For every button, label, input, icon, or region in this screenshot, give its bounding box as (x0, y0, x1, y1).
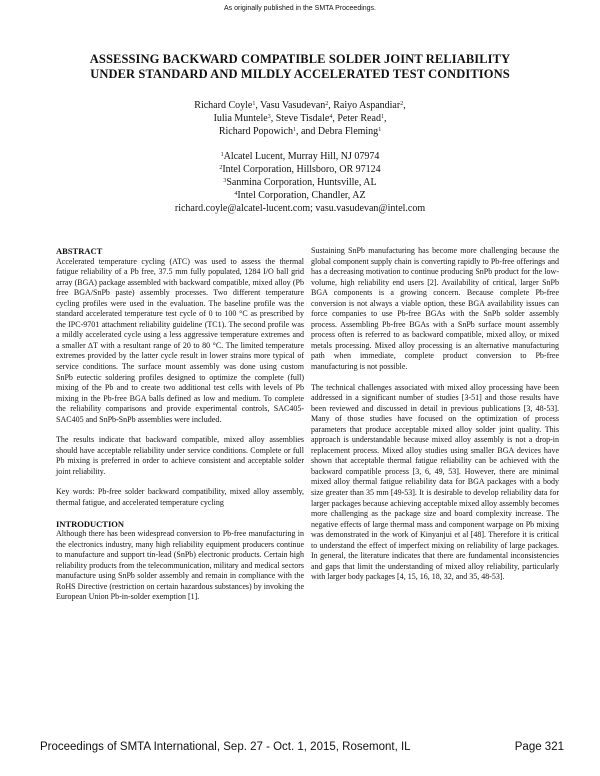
page-number: Page 321 (514, 741, 564, 753)
abstract-heading: ABSTRACT (56, 246, 103, 256)
proceedings-citation: Proceedings of SMTA International, Sep. 27 - Oct. 1, 2015, Rosemont, IL (40, 741, 411, 753)
affiliation (60, 176, 540, 189)
author: Richard Popowich (218, 126, 293, 137)
contact-emails: richard.coyle@alcatel-lucent.com; vasu.vasudevan@intel.com (174, 203, 426, 214)
introduction-paragraph-1: Although there has been widespread conversion to Pb-free manufacturing in the electronics industry, many high reliability equipment producers continue to manufacture and support tin-lead (SnPb) electronic products. Certain high reliability products from the telecommunication, military and medical sectors manufacture using SnPb solder assembly and remain in compliance with the RoHS Directive (restriction on certain hazardous substances) by invoking the European Union Pb-in-solder exemption [1]. (56, 529, 304, 602)
introduction-heading: INTRODUCTION (56, 518, 125, 529)
author: Vasu Vasudevan (260, 100, 326, 111)
author-affiliation-index: 2 (400, 101, 404, 107)
author-affiliation-index: 1 (292, 127, 296, 133)
affiliation-list (60, 150, 540, 215)
publication-note: As originally published in the SMTA Proceedings. (223, 5, 376, 12)
author-affiliation-index: 1 (378, 127, 382, 133)
affiliation-text: Alcatel Lucent, Murray Hill, NJ 07974 (223, 151, 380, 162)
author-line-1: Richard Coyle$^1$, Vasu Vasudevan$^2$, Raiyo Aspandiar$^2$, (194, 100, 406, 111)
body-paragraph-2: The technical challenges associated with mixed alloy processing have been addressed in a significant number of studies [3-51] and those results have been reviewed and discussed in detail in previous publications [3, 48-53]. Many of those studies have focused on the optimization of process parameters that produce acceptable mixed alloy solder joint quality. This approach is understandable because mixed alloy assembly is not a drop-in replacement process. Mixed alloy studies using smaller BGA devices have shown that acceptable thermal fatigue reliability can be achieved with the backward compatible process [3, 6, 49, 53]. However, there are minimal mixed alloy thermal fatigue reliability data for BGA packages with a body size greater than 35 mm [49-53]. It is desirable to develop reliability data for larger packages because achieving acceptable mixed alloy assembly becomes more challenging as the package size and board complexity increase. The negative effects of large thermal mass and component warpage on Pb mixing was demonstrated in the work of Kinyanjui et al [48]. Therefore it is critical to understand the effect of imperfect mixing on reliability of large packages. In general, the literature indicates that there are fundamental inconsistencies and gaps that limit the understanding of mixed alloy reliability, particularly with larger body packages [4, 15, 16, 18, 32, and 35, 48-53]. (311, 382, 559, 582)
title-line-2: UNDER STANDARD AND MILDLY ACCELERATED TEST CONDITIONS (90, 67, 510, 81)
affiliation-text: Intel Corporation, Chandler, AZ (237, 190, 366, 201)
abstract-paragraph-2: The results indicate that backward compatible, mixed alloy assemblies should have acceptable reliability under service conditions. Complete or full Pb mixing is preferred in order to achieve consistent and acceptable solder joint reliability. (56, 435, 304, 476)
affiliation (60, 150, 540, 163)
abstract-paragraph-1: Accelerated temperature cycling (ATC) was used to assess the thermal fatigue reliability of a Pb free, 37.5 mm fully populated, 1284 I/O ball grid array (BGA) package assembled with backward compatible, mixed alloy (Pb free BGA/SnPb paste) assembly processes. Two different temperature cycling profiles were used in the evaluation. The baseline profile was the standard accelerated temperature test cycle of 0 to 100 °C as prescribed by the IPC-9701 attachment reliability guideline (TC1). The second profile was a mildly accelerated cycle using a less aggressive temperature extremes and a smaller ∆T with a resultant range of 20 to 80 °C. The limited temperature extremes provided by the latter cycle result in lower strains more typical of service conditions. The surface mount assembly was done using custom SnPb eutectic soldering profiles designed to optimize the complete (full) mixing of the Pb and to create two additional test cells with levels of Pb mixing in the Pb-free BGA balls defined as low and medium. To complete the reliability comparisons and provide experimental controls, SAC405-SAC405 and SnPb-SnPb assemblies were included. (56, 256, 304, 424)
author-affiliation-index: 1 (380, 114, 384, 120)
affiliation-index: 2 (219, 165, 223, 171)
left-column (56, 246, 304, 613)
affiliation-text: Sanmina Corporation, Huntsville, AL (226, 177, 377, 188)
affiliation-index: 1 (220, 152, 224, 158)
author: Raiyo Aspandiar (333, 100, 401, 111)
affiliation (60, 163, 540, 176)
author-line-2: Iulia Muntele$^3$, Steve Tisdale$^4$, Peter Read$^1$, (213, 113, 387, 124)
author-affiliation-index: 1 (252, 101, 256, 107)
affiliation-text: Intel Corporation, Hillsboro, OR 97124 (222, 164, 381, 175)
author: Richard Coyle (194, 100, 253, 111)
author: Peter Read (337, 113, 381, 124)
author-affiliation-index: 2 (325, 101, 329, 107)
keywords: Key words: Pb-free solder backward compatibility, mixed alloy assembly, thermal fatigue, and accelerated temperature cycling (56, 487, 304, 507)
author-list (60, 99, 540, 138)
author: Iulia Muntele (213, 113, 268, 124)
author: Steve Tisdale (275, 113, 330, 124)
author-affiliation-index: 3 (267, 114, 271, 120)
paper-title (40, 52, 560, 82)
author-line-3: Richard Popowich$^1$, and Debra Fleming$^1$ (218, 126, 382, 137)
affiliation-index: 4 (234, 191, 238, 197)
title-line-1: ASSESSING BACKWARD COMPATIBLE SOLDER JOINT RELIABILITY (89, 52, 511, 66)
affiliation (60, 189, 540, 202)
body-paragraph-1: Sustaining SnPb manufacturing has become more challenging because the global component supply chain is converting rapidly to Pb-free offerings and has a decreasing motivation to continue producing SnPb product for the low-volume, high reliability end users [2]. Availability of critical, larger SnPb BGA components is a growing concern. Because complete Pb-free conversion is not always a viable option, these BGA availability issues can force companies to use Pb-free BGAs with the SnPb solder assembly process. Assembling Pb-free BGAs with a SnPb surface mount assembly process often is referred to as backward compatible, mixed alloy, or mixed metals processing. Mixed alloy processing is an alternative manufacturing path when immediate, complete product conversion to Pb-free manufacturing is not possible. (311, 246, 559, 372)
author: Debra Fleming (317, 126, 379, 137)
affiliation-index: 3 (223, 178, 227, 184)
right-column (311, 246, 559, 593)
author-affiliation-index: 4 (329, 114, 333, 120)
